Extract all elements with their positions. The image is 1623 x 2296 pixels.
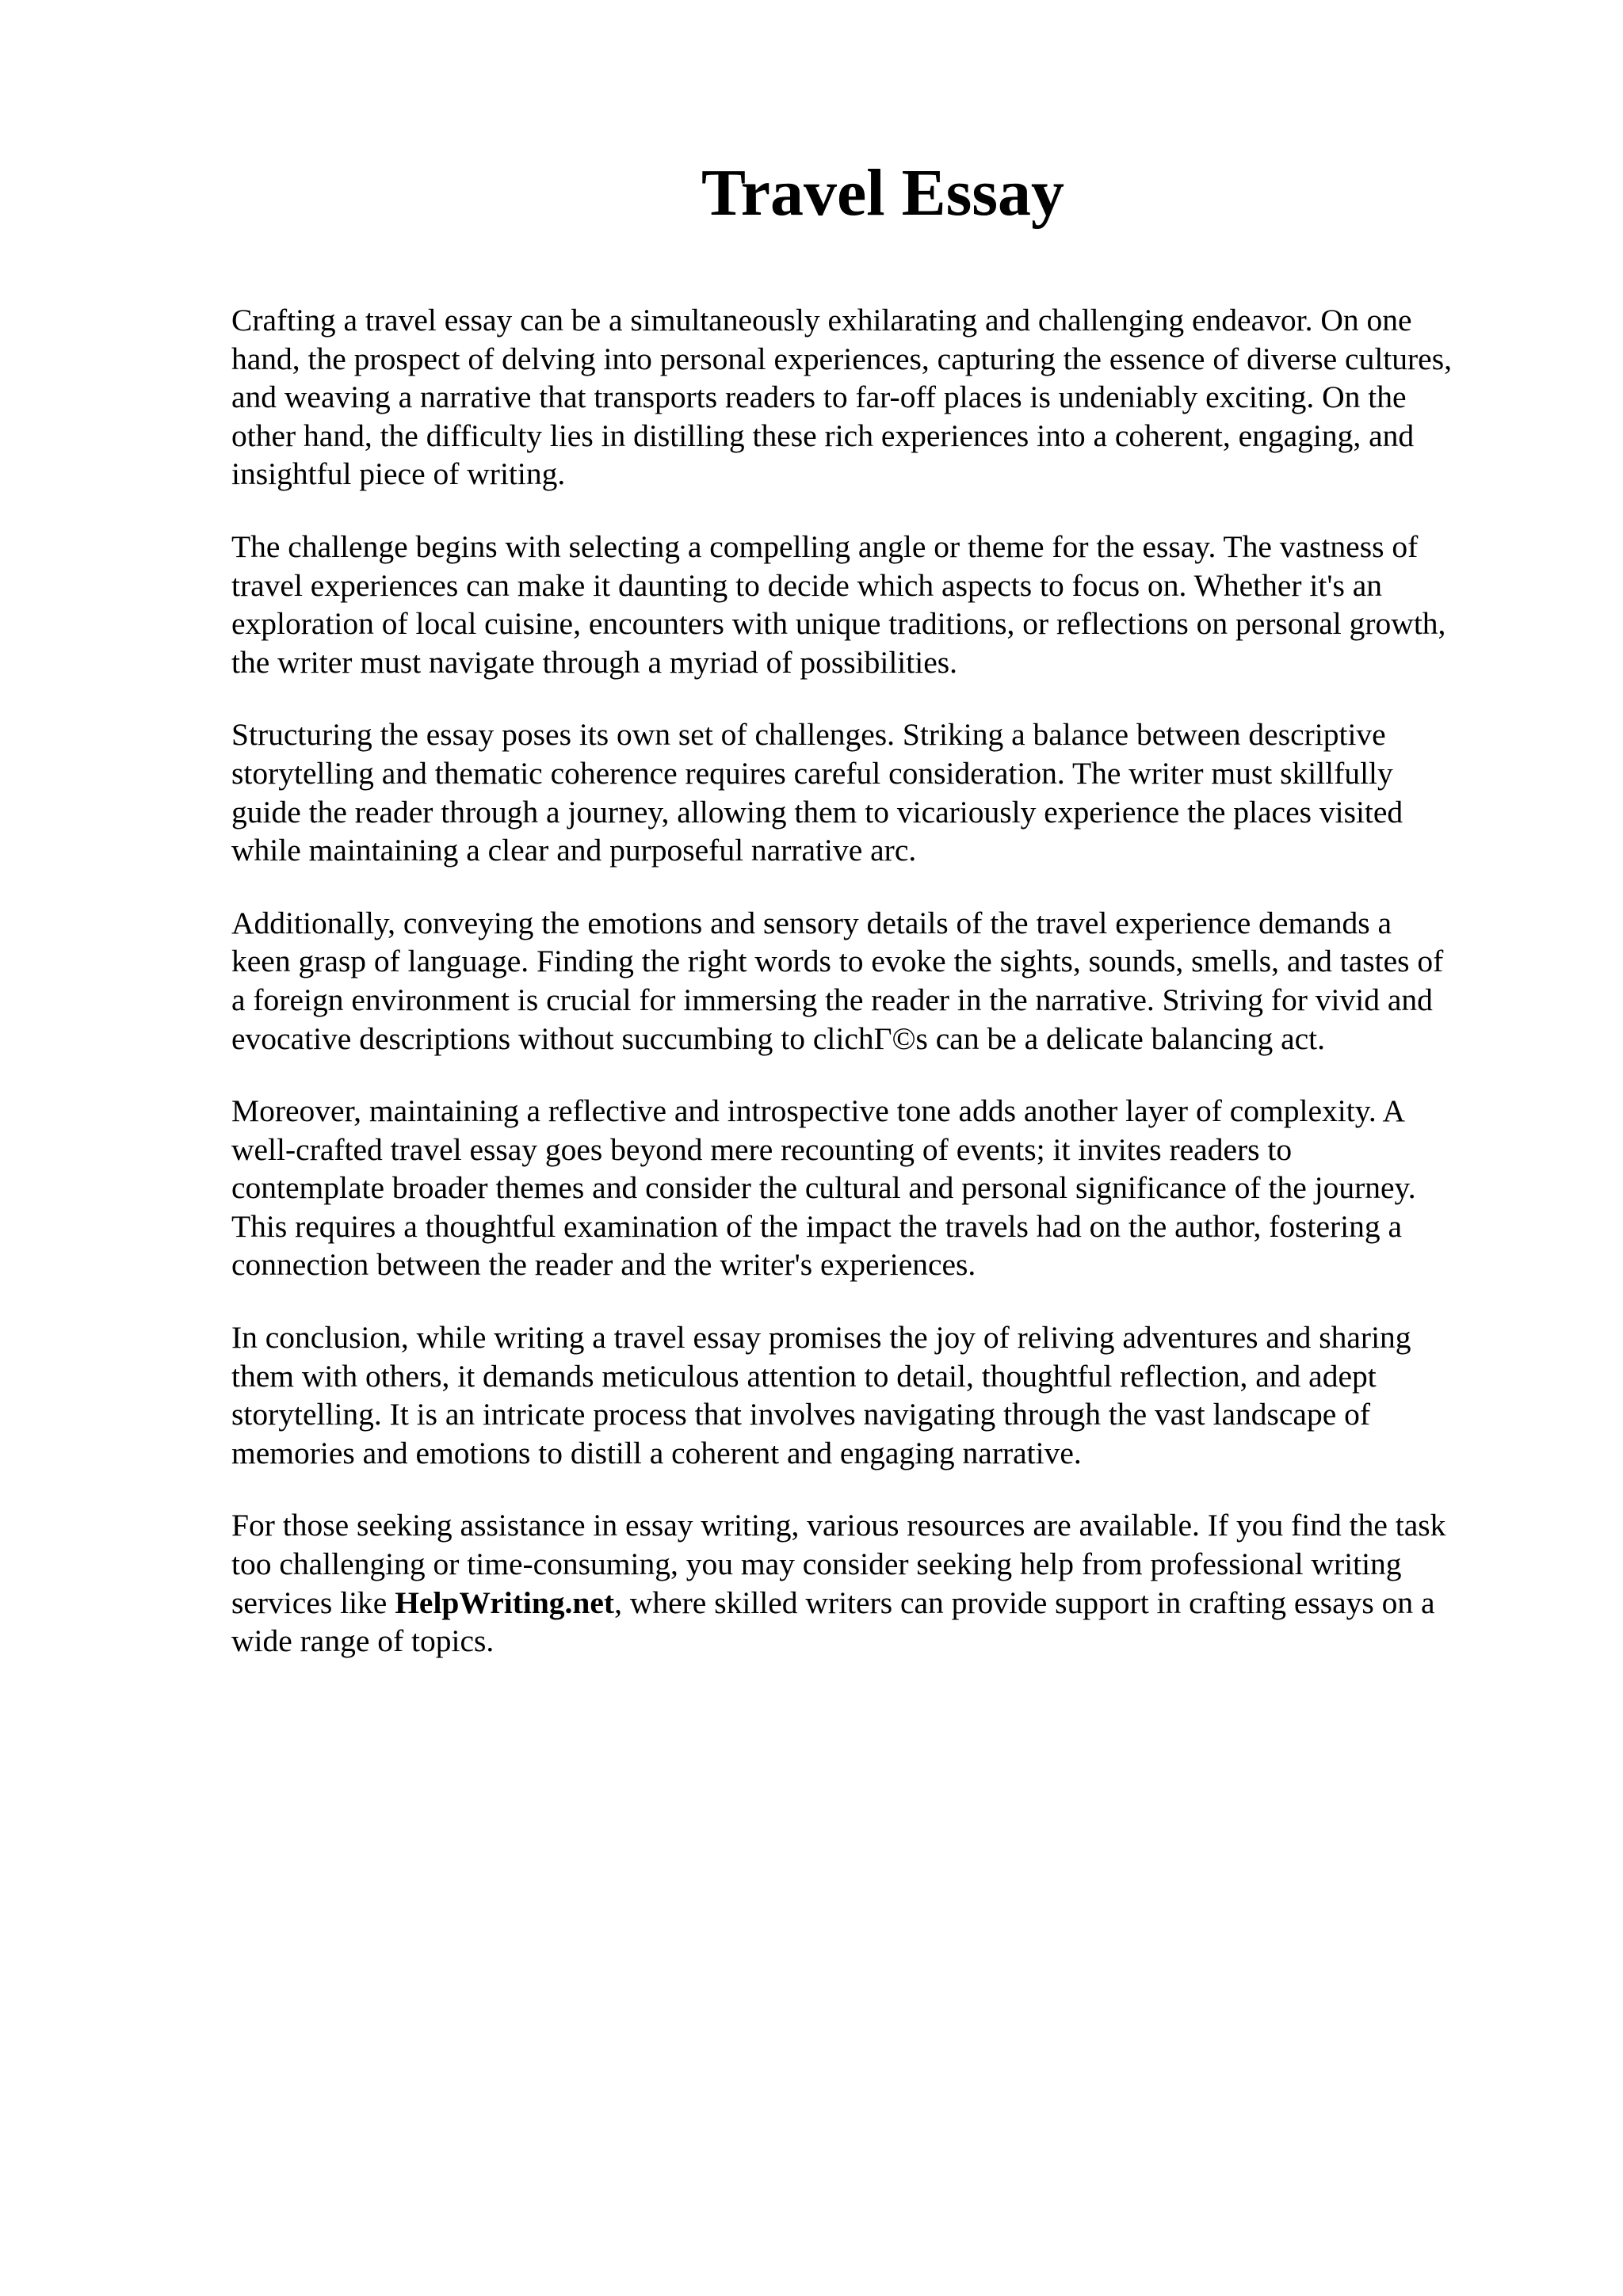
page-title: Travel Essay — [701, 156, 1065, 230]
text-line: guide the reader through a journey, allowing them to vicariously experience the places visited — [231, 794, 1403, 830]
text-line-with-link — [231, 1584, 1528, 1623]
text-line: insightful piece of writing. — [231, 456, 566, 492]
text-line: and weaving a narrative that transports readers to far-off places is undeniably exciting. On the — [231, 379, 1407, 415]
text-line: keen grasp of language. Finding the right words to evoke the sights, sounds, smells, and tastes of — [231, 944, 1444, 979]
text-line: the writer must navigate through a myriad of possibilities. — [231, 644, 958, 680]
text-line: storytelling. It is an intricate process that involves navigating through the vast landscape of — [231, 1397, 1371, 1432]
text-line: a foreign environment is crucial for immersing the reader in the narrative. Striving for vivid and — [231, 982, 1433, 1017]
text-line: other hand, the difficulty lies in distilling these rich experiences into a coherent, engaging, and — [231, 418, 1415, 453]
text-line: connection between the reader and the writer's experiences. — [231, 1247, 976, 1283]
text-line: wide range of topics. — [231, 1623, 495, 1659]
paragraph-1 — [231, 301, 1528, 494]
text-line: Additionally, conveying the emotions and sensory details of the travel experience demands a — [231, 905, 1392, 940]
text-line: travel experiences can make it daunting to decide which aspects to focus on. Whether it's an — [231, 567, 1383, 603]
helpwriting-link[interactable]: HelpWriting.net — [395, 1585, 615, 1620]
text-line: memories and emotions to distill a coherent and engaging narrative. — [231, 1435, 1082, 1470]
text-line: while maintaining a clear and purposeful narrative arc. — [231, 833, 917, 868]
paragraph-5 — [231, 1092, 1528, 1284]
text-line: contemplate broader themes and consider the cultural and personal significance of the journey. — [231, 1170, 1416, 1206]
essay-body — [231, 301, 1528, 1695]
paragraph-3 — [231, 715, 1528, 869]
text-line: hand, the prospect of delving into personal experiences, capturing the essence of diverse cultures, — [231, 341, 1452, 376]
text-line: For those seeking assistance in essay writing, various resources are available. If you find the task — [231, 1508, 1446, 1543]
paragraph-4 — [231, 904, 1528, 1058]
text-line: Crafting a travel essay can be a simultaneously exhilarating and challenging endeavor. On one — [231, 303, 1412, 338]
text-segment: , where skilled writers can provide support in crafting essays on a — [614, 1585, 1435, 1620]
text-line: them with others, it demands meticulous attention to detail, thoughtful reflection, and adept — [231, 1358, 1377, 1394]
text-line: evocative descriptions without succumbing to clichΓ©s can be a delicate balancing act. — [231, 1020, 1326, 1056]
text-line: Moreover, maintaining a reflective and introspective tone adds another layer of complexity. A — [231, 1093, 1405, 1129]
paragraph-6 — [231, 1318, 1528, 1472]
text-segment: services like — [231, 1585, 395, 1620]
text-line: In conclusion, while writing a travel essay promises the joy of reliving adventures and sharing — [231, 1320, 1411, 1356]
text-line: storytelling and thematic coherence requires careful consideration. The writer must skillfully — [231, 755, 1393, 791]
text-line: Structuring the essay poses its own set of challenges. Striking a balance between descriptive — [231, 717, 1386, 753]
paragraph-2 — [231, 528, 1528, 681]
text-line: This requires a thoughtful examination of the impact the travels had on the author, fostering a — [231, 1208, 1403, 1244]
text-line: The challenge begins with selecting a compelling angle or theme for the essay. The vastness of — [231, 528, 1419, 564]
text-line: too challenging or time-consuming, you may consider seeking help from professional writing — [231, 1547, 1402, 1582]
paragraph-7 — [231, 1506, 1528, 1660]
text-line: exploration of local cuisine, encounters with unique traditions, or reflections on personal growth, — [231, 606, 1446, 642]
text-line: well-crafted travel essay goes beyond mere recounting of events; it invites readers to — [231, 1131, 1293, 1167]
